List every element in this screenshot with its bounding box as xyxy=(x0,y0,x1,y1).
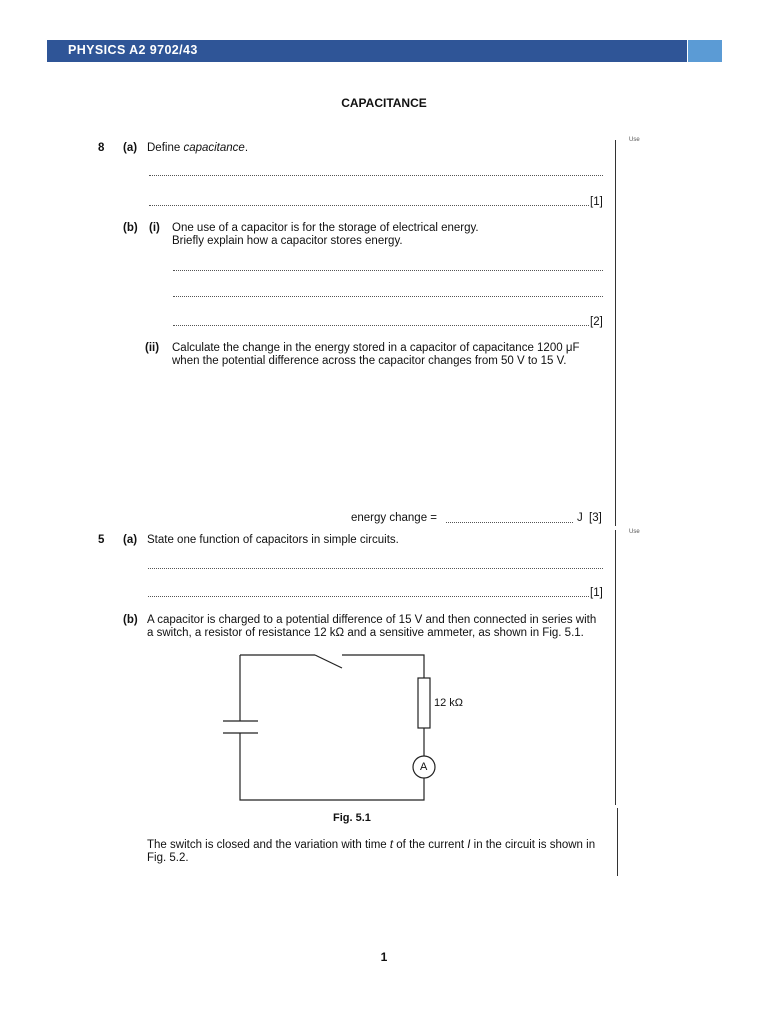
q8-a-answer-line-1[interactable] xyxy=(149,175,603,176)
q5-a-text: State one function of capacitors in simple circuits. xyxy=(147,534,399,546)
header-accent xyxy=(688,40,722,62)
q8-bii-line2: when the potential difference across the capacitor changes from 50 V to 15 V. xyxy=(172,355,567,367)
q8-a-text: Define capacitance. xyxy=(147,142,249,154)
page-title: CAPACITANCE xyxy=(341,96,427,110)
resistor-label: 12 kΩ xyxy=(434,697,464,709)
q8-bii-label: (ii) xyxy=(145,342,160,354)
q8-answer-label: energy change = xyxy=(351,512,437,524)
q5-c-line1: The switch is closed and the variation with time t of the current I in the circuit is shown in xyxy=(147,839,596,851)
q8-a-answer-line-2[interactable] xyxy=(149,205,589,206)
margin-label-use-2: Use xyxy=(629,529,640,535)
q5-a-label: (a) xyxy=(123,534,138,546)
switch xyxy=(315,655,342,668)
margin-line-mid xyxy=(615,372,616,526)
q8-bi-line1: One use of a capacitor is for the storage of electrical energy. xyxy=(172,222,479,234)
question-8-number: 8 xyxy=(98,142,105,154)
q8-answer-mark: [3] xyxy=(589,512,602,524)
ammeter-label: A xyxy=(420,761,428,773)
q5-b-line2: a switch, a resistor of resistance 12 kΩ and a sensitive ammeter, as shown in Fig. 5.1. xyxy=(147,627,584,639)
q8-bi-label: (i) xyxy=(149,222,160,234)
question-5-number: 5 xyxy=(98,534,105,546)
wire-right-bottom xyxy=(240,733,424,800)
margin-line-q5 xyxy=(615,530,616,805)
q5-b-line1: A capacitor is charged to a potential difference of 15 V and then connected in series with xyxy=(147,614,597,626)
q8-b-label: (b) xyxy=(123,222,138,234)
figure-caption: Fig. 5.1 xyxy=(333,812,371,824)
margin-line-bottom xyxy=(617,808,618,876)
header-title: PHYSICS A2 9702/43 xyxy=(68,43,198,57)
wire-top-right xyxy=(342,655,424,678)
q8-bi-answer-line-2[interactable] xyxy=(173,296,603,297)
q8-bi-mark: [2] xyxy=(590,316,603,328)
q8-answer-unit: J xyxy=(577,512,583,524)
q8-bi-answer-line-1[interactable] xyxy=(173,270,603,271)
q5-a-answer-line-1[interactable] xyxy=(148,568,603,569)
q5-a-mark: [1] xyxy=(590,587,603,599)
q8-answer-field[interactable] xyxy=(446,522,573,523)
margin-line-top xyxy=(615,140,616,372)
q8-bi-line2: Briefly explain how a capacitor stores energy. xyxy=(172,235,403,247)
q8-a-mark: [1] xyxy=(590,196,603,208)
q8-a-label: (a) xyxy=(123,142,138,154)
margin-label-use-1: Use xyxy=(629,137,640,143)
page-number: 1 xyxy=(380,950,388,964)
q5-c-line2: Fig. 5.2. xyxy=(147,852,189,864)
circuit-diagram xyxy=(215,648,475,808)
q8-bii-line1: Calculate the change in the energy stored in a capacitor of capacitance 1200 μF xyxy=(172,342,580,354)
resistor xyxy=(418,678,430,728)
q8-bi-answer-line-3[interactable] xyxy=(173,325,589,326)
q5-a-answer-line-2[interactable] xyxy=(148,596,589,597)
q5-b-label: (b) xyxy=(123,614,138,626)
